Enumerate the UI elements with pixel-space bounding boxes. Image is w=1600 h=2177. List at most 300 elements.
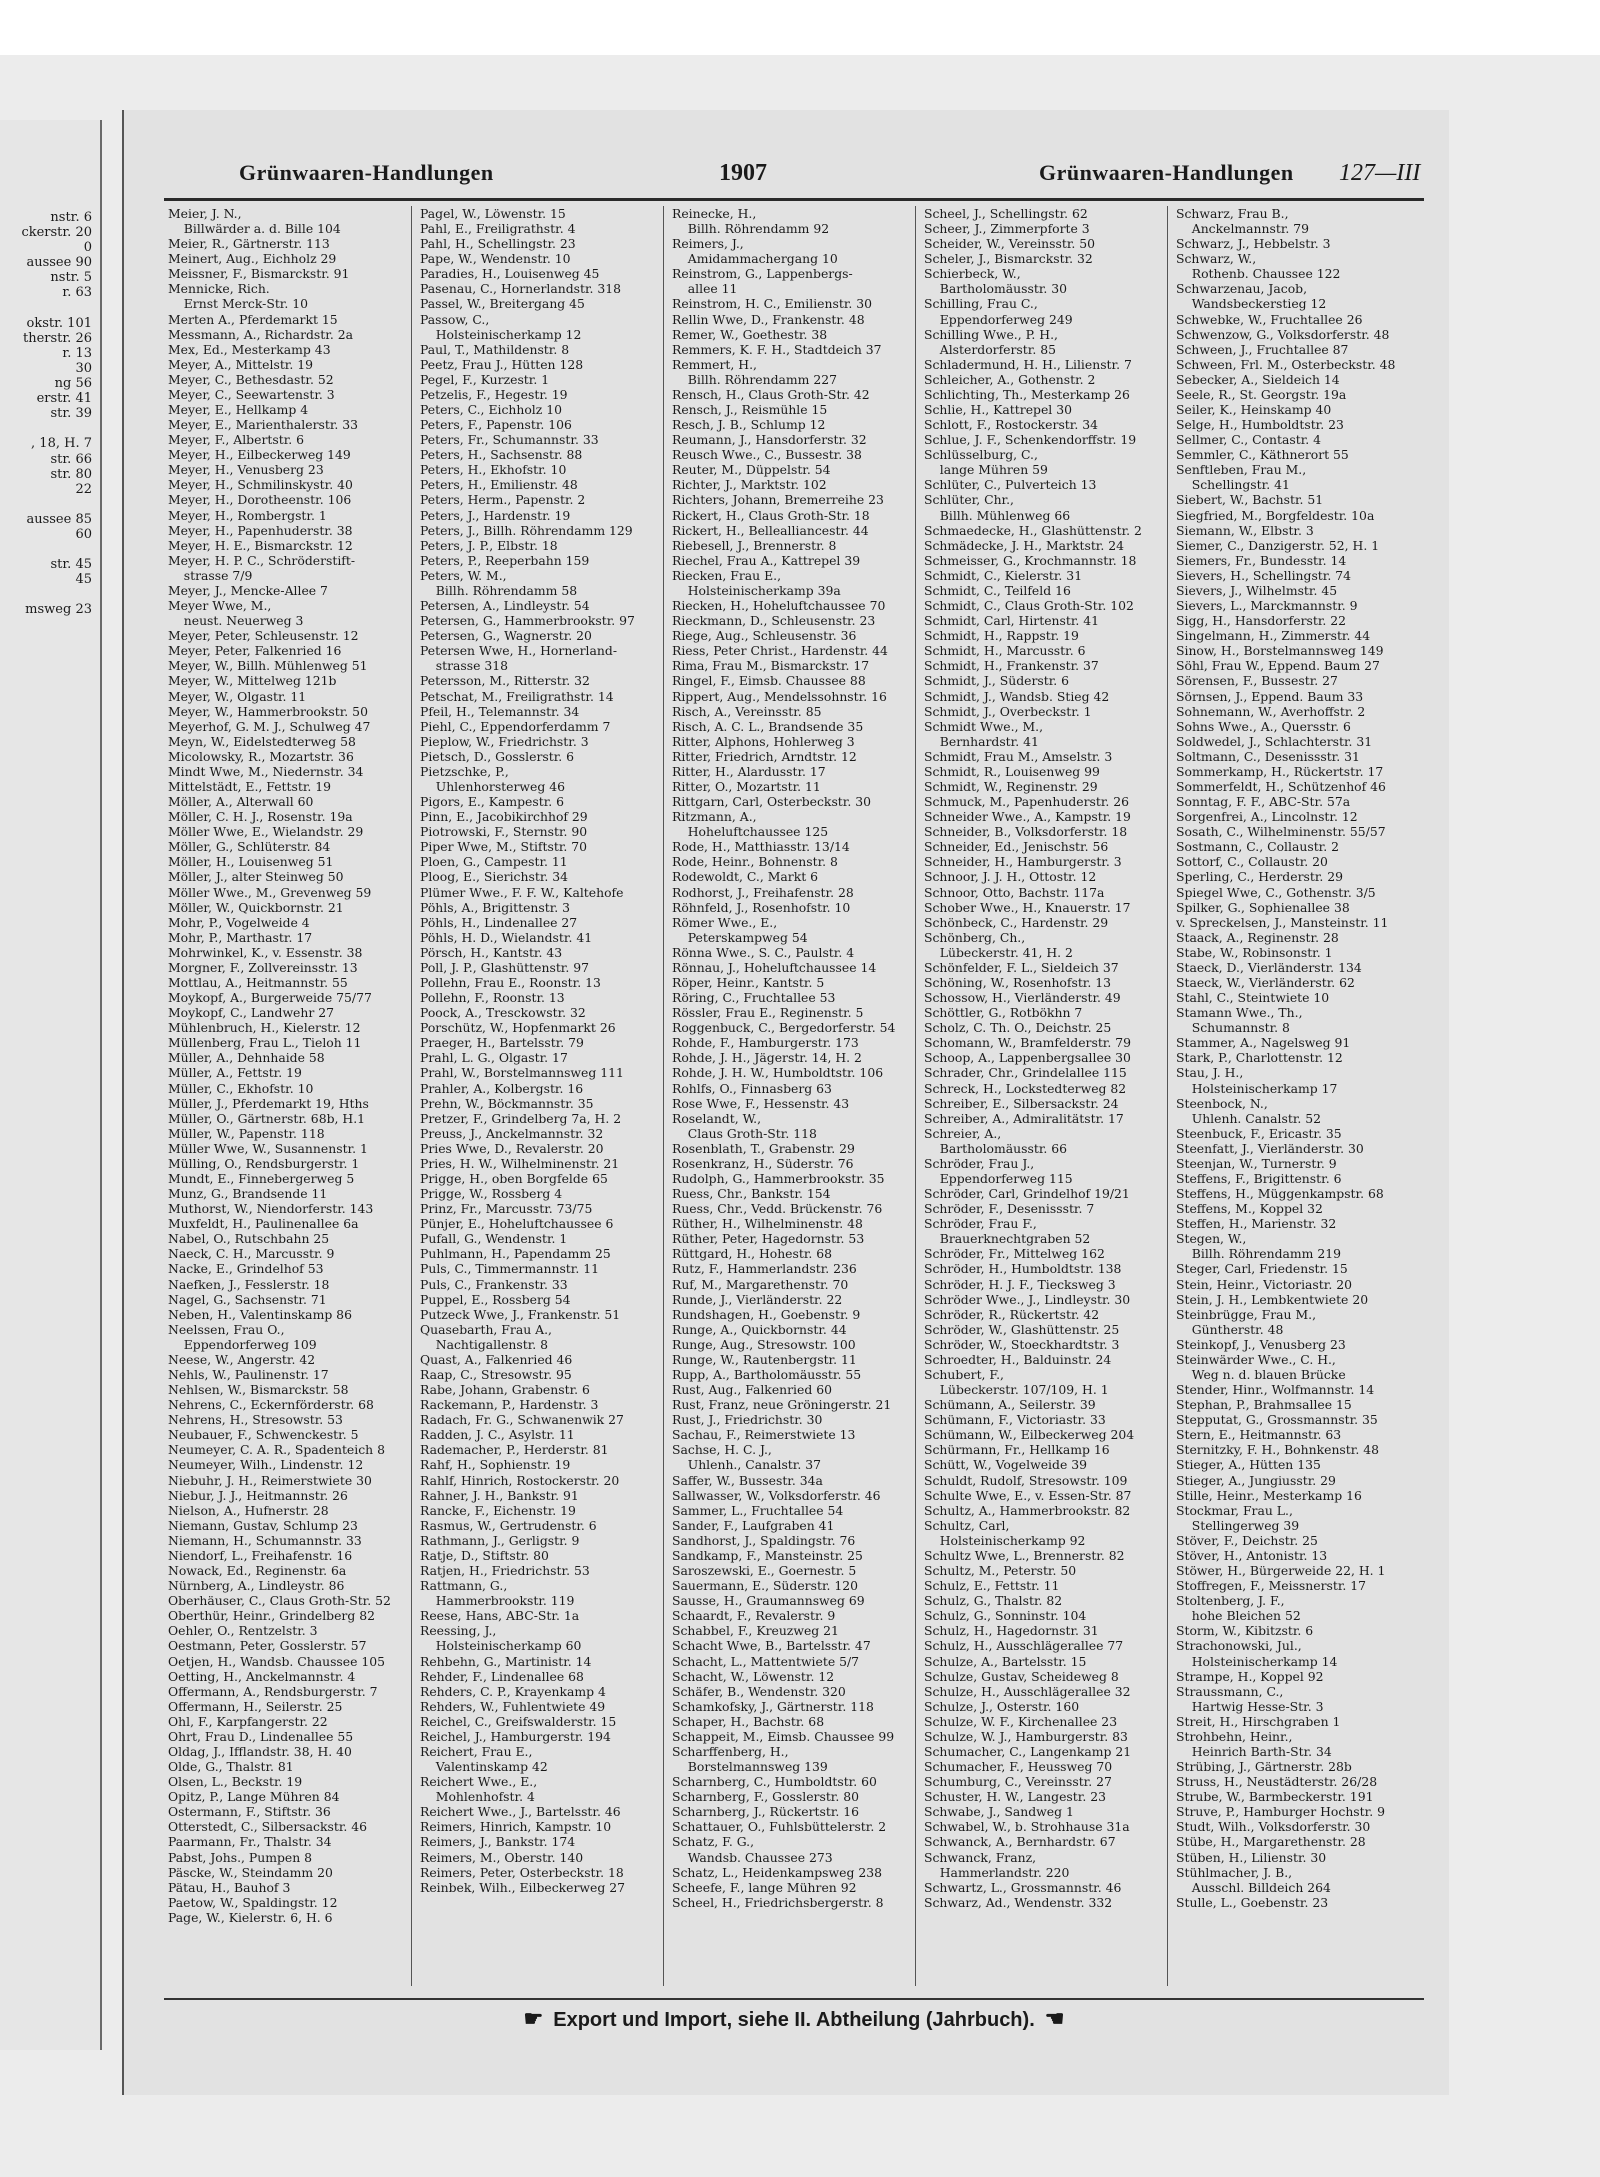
- directory-entry: Nehrens, C., Eckernförderstr. 68: [168, 1397, 374, 1413]
- directory-entry: Moykopf, C., Landwehr 27: [168, 1005, 334, 1021]
- directory-entry: Schuldt, Rudolf, Stresowstr. 109: [924, 1472, 1128, 1488]
- directory-entry: Micolowsky, R., Mozartstr. 36: [168, 748, 354, 764]
- directory-entry: Remmert, H.,: [672, 356, 757, 372]
- directory-entry: Pünjer, E., Hoheluftchaussee 6: [420, 1216, 614, 1232]
- directory-entry: Bartholomäusstr. 30: [924, 281, 1068, 297]
- directory-entry: Schumburg, C., Vereinsstr. 27: [924, 1774, 1112, 1790]
- directory-entry: Rittgarn, Carl, Osterbeckstr. 30: [672, 794, 871, 810]
- directory-entry: Reichert Wwe., J., Bartelsstr. 46: [420, 1804, 621, 1820]
- directory-entry: Päscke, W., Steindamm 20: [168, 1864, 333, 1880]
- directory-entry: Page, W., Kielerstr. 6, H. 6: [168, 1909, 333, 1925]
- header-rule: [164, 198, 1424, 201]
- directory-entry: Sachau, F., Reimerstwiete 13: [672, 1427, 856, 1443]
- directory-entry: Schmädecke, J. H., Marktstr. 24: [924, 537, 1124, 553]
- directory-entry: Schümann, A., Seilerstr. 39: [924, 1397, 1096, 1413]
- directory-entry: Billwärder a. d. Bille 104: [168, 221, 341, 237]
- directory-entry: Ritter, H., Alardusstr. 17: [672, 763, 826, 779]
- directory-entry: Schossow, H., Vierländerstr. 49: [924, 990, 1121, 1006]
- directory-entry: Meyer, J., Mencke-Allee 7: [168, 582, 328, 598]
- directory-entry: Schultz Wwe, L., Brennerstr. 82: [924, 1547, 1125, 1563]
- directory-entry: Ploog, E., Sierichstr. 34: [420, 869, 569, 885]
- directory-entry: Schlue, J. F., Schenkendorffstr. 19: [924, 432, 1137, 448]
- pointing-hand-right-icon: ☚: [1044, 2006, 1065, 2031]
- directory-entry: Nehlsen, W., Bismarckstr. 58: [168, 1382, 349, 1398]
- directory-entry: Rima, Frau M., Bismarckstr. 17: [672, 658, 870, 674]
- directory-entry: Strube, W., Barmbeckerstr. 191: [1176, 1789, 1374, 1805]
- directory-entry: Riege, Aug., Schleusenstr. 36: [672, 628, 857, 644]
- directory-entry: Porschütz, W., Hopfenmarkt 26: [420, 1020, 616, 1036]
- directory-entry: Peters, H., Ekhofstr. 10: [420, 462, 567, 478]
- directory-entry: Schmidt Wwe., M.,: [924, 718, 1044, 734]
- directory-entry: Möller, G., Schlüterstr. 84: [168, 839, 331, 855]
- directory-entry: Rackemann, P., Hardenstr. 3: [420, 1397, 599, 1413]
- directory-entry: Mohrwinkel, K., v. Essenstr. 38: [168, 944, 363, 960]
- directory-entry: Stellingerweg 39: [1176, 1517, 1300, 1533]
- directory-page: [122, 110, 1449, 2095]
- directory-entry: Ruf, M., Margarethenstr. 70: [672, 1276, 849, 1292]
- directory-entry: Pries Wwe, D., Revalerstr. 20: [420, 1140, 604, 1156]
- directory-entry: Siegfried, M., Borgfeldestr. 10a: [1176, 507, 1375, 523]
- directory-entry: Reimers, Peter, Osterbeckstr. 18: [420, 1864, 624, 1880]
- directory-entry: Paul, T., Mathildenstr. 8: [420, 341, 570, 357]
- directory-entry: Schmidt, R., Louisenweg 99: [924, 763, 1100, 779]
- directory-entry: Otterstedt, C., Silbersackstr. 46: [168, 1819, 368, 1835]
- directory-entry: Paetow, W., Spaldingstr. 12: [168, 1894, 338, 1910]
- directory-entry: Meissner, F., Bismarckstr. 91: [168, 266, 350, 282]
- directory-entry: Schacht Wwe, B., Bartelsstr. 47: [672, 1638, 871, 1654]
- directory-entry: Schröder, W., Stoeckhardtstr. 3: [924, 1336, 1120, 1352]
- directory-entry: Radden, J. C., Asylstr. 11: [420, 1427, 575, 1443]
- directory-entry: Munz, G., Brandsende 11: [168, 1186, 328, 1202]
- directory-entry: Scheel, J., Schellingstr. 62: [924, 206, 1088, 221]
- directory-entry: Stöver, F., Deichstr. 25: [1176, 1532, 1318, 1548]
- directory-entry: Meyer, H., Schmilinskystr. 40: [168, 477, 353, 493]
- directory-entry: Semmler, C., Käthnerort 55: [1176, 447, 1349, 463]
- directory-entry: Schwarz, W.,: [1176, 251, 1257, 267]
- directory-entry: Müller Wwe, W., Susannenstr. 1: [168, 1140, 368, 1156]
- directory-entry: Sommerfeldt, H., Schützenhof 46: [1176, 778, 1386, 794]
- directory-entry: Nehrens, H., Stresowstr. 53: [168, 1412, 343, 1428]
- directory-entry: Möller Wwe, E., Wielandstr. 29: [168, 824, 364, 840]
- directory-entry: Rohde, J. H. W., Humboldtstr. 106: [672, 1065, 884, 1081]
- directory-entry: Plümer Wwe., F. F. W., Kaltehofe: [420, 884, 624, 900]
- directory-entry: Möller, W., Quickbornstr. 21: [168, 899, 344, 915]
- directory-entry: Quast, A., Falkenried 46: [420, 1351, 573, 1367]
- directory-entry: Müller, W., Papenstr. 118: [168, 1125, 325, 1141]
- directory-entry: Hoheluftchaussee 125: [672, 824, 829, 840]
- directory-entry: Schladermund, H. H., Lilienstr. 7: [924, 356, 1132, 372]
- directory-entry: Reuter, M., Düppelstr. 54: [672, 462, 831, 478]
- directory-entry: Petzelis, F., Hegestr. 19: [420, 386, 568, 402]
- directory-entry: Schmidt, J., Overbeckstr. 1: [924, 703, 1092, 719]
- directory-entry: Holsteinischerkamp 17: [1176, 1080, 1338, 1096]
- directory-entry: Sebecker, A., Sieldeich 14: [1176, 371, 1340, 387]
- column-5: [1172, 206, 1420, 1986]
- directory-entry: Pöhls, A., Brigittenstr. 3: [420, 899, 571, 915]
- column-3: [668, 206, 916, 1986]
- directory-entry: Pretzer, F., Grindelberg 7a, H. 2: [420, 1110, 622, 1126]
- directory-entry: Ostermann, F., Stiftstr. 36: [168, 1804, 331, 1820]
- directory-entry: Sperling, C., Herderstr. 29: [1176, 869, 1344, 885]
- directory-entry: Niemann, Gustav, Schlump 23: [168, 1517, 358, 1533]
- directory-entry: Paarmann, Fr., Thalstr. 34: [168, 1834, 332, 1850]
- directory-entry: Sörnsen, J., Eppend. Baum 33: [1176, 688, 1364, 704]
- directory-entry: Rose Wwe, F., Hessenstr. 43: [672, 1095, 850, 1111]
- directory-entry: Strübing, J., Gärtnerstr. 28b: [1176, 1759, 1352, 1775]
- directory-entry: Eppendorferweg 249: [924, 311, 1073, 327]
- directory-entry: Schubert, F.,: [924, 1367, 1004, 1383]
- directory-entry: lange Mühren 59: [924, 462, 1048, 478]
- directory-entry: Schröder, H. J. F., Tiecksweg 3: [924, 1276, 1116, 1292]
- directory-entry: Stöwer, H., Bürgerweide 22, H. 1: [1176, 1563, 1386, 1579]
- directory-entry: Schwarz, Ad., Wendenstr. 332: [924, 1894, 1113, 1910]
- directory-entry: Sommerkamp, H., Rückertstr. 17: [1176, 763, 1384, 779]
- directory-entry: Peters, F., Papenstr. 106: [420, 417, 572, 433]
- directory-entry: Rellin Wwe, D., Frankenstr. 48: [672, 311, 865, 327]
- directory-entry: Reimers, M., Oberstr. 140: [420, 1849, 584, 1865]
- directory-entry: Schmidt, Carl, Hirtenstr. 41: [924, 613, 1100, 629]
- directory-entry: Schumannstr. 8: [1176, 1020, 1290, 1036]
- directory-entry: Schmidt, Frau M., Amselstr. 3: [924, 748, 1113, 764]
- directory-entry: Scheel, H., Friedrichsbergerstr. 8: [672, 1894, 884, 1910]
- directory-entry: Pietsch, D., Gosslerstr. 6: [420, 748, 575, 764]
- directory-entry: Rupp, A., Bartholomäusstr. 55: [672, 1367, 862, 1383]
- directory-entry: Schümann, W., Eilbeckerweg 204: [924, 1427, 1135, 1443]
- directory-entry: Oberhäuser, C., Claus Groth-Str. 52: [168, 1593, 391, 1609]
- directory-entry: Schwabe, J., Sandweg 1: [924, 1804, 1074, 1820]
- directory-entry: Scheer, J., Zimmerpforte 3: [924, 221, 1090, 237]
- directory-entry: Pollehn, F., Roonstr. 13: [420, 990, 565, 1006]
- directory-entry: Prehn, W., Böckmannstr. 35: [420, 1095, 594, 1111]
- directory-entry: Schröder, H., Humboldtstr. 138: [924, 1261, 1122, 1277]
- directory-entry: Meyer, Peter, Falkenried 16: [168, 643, 342, 659]
- directory-entry: Reinecke, H.,: [672, 206, 757, 221]
- directory-entry: Schreiber, A., Admiralitätstr. 17: [924, 1110, 1124, 1126]
- directory-entry: Rahf, H., Sophienstr. 19: [420, 1457, 571, 1473]
- directory-entry: Oberthür, Heinr., Grindelberg 82: [168, 1608, 375, 1624]
- directory-entry: Stammer, A., Nagelsweg 91: [1176, 1035, 1351, 1051]
- directory-entry: Schröder, W., Glashüttenstr. 25: [924, 1321, 1120, 1337]
- directory-entry: Reimers, J.,: [672, 236, 744, 252]
- directory-entry: Oldag, J., Ifflandstr. 38, H. 40: [168, 1743, 352, 1759]
- directory-entry: Meyer, H., Rombergstr. 1: [168, 507, 327, 523]
- directory-entry: Meyer, H., Dorotheenstr. 106: [168, 492, 352, 508]
- directory-entry: Steffens, M., Koppel 32: [1176, 1201, 1323, 1217]
- directory-entry: Stockmar, Frau L.,: [1176, 1502, 1293, 1518]
- directory-entry: Schwartz, L., Grossmannstr. 46: [924, 1879, 1122, 1895]
- directory-entry: Schnoor, J. J. H., Ottostr. 12: [924, 869, 1097, 885]
- directory-entry: Pätau, H., Bauhof 3: [168, 1879, 291, 1895]
- directory-entry: Scharnberg, C., Humboldtstr. 60: [672, 1774, 877, 1790]
- page-header: [164, 160, 1424, 200]
- directory-entry: Schween, J., Fruchtallee 87: [1176, 341, 1349, 357]
- directory-entry: Pagel, W., Löwenstr. 15: [420, 206, 566, 221]
- directory-entry: Ruess, Chr., Bankstr. 154: [672, 1186, 831, 1202]
- directory-entry: Prahl, L. G., Olgastr. 17: [420, 1050, 568, 1066]
- directory-entry: Möller, C. H. J., Rosenstr. 19a: [168, 809, 353, 825]
- directory-entry: Meyer Wwe, M.,: [168, 598, 272, 614]
- directory-entry: Scheler, J., Bismarckstr. 32: [924, 251, 1093, 267]
- directory-entry: Schatz, L., Heidenkampsweg 238: [672, 1864, 882, 1880]
- directory-entry: Radach, Fr. G., Schwanenwik 27: [420, 1412, 624, 1428]
- directory-entry: Schoop, A., Lappenbergsallee 30: [924, 1050, 1131, 1066]
- directory-entry: Röper, Heinr., Kantstr. 5: [672, 974, 825, 990]
- directory-entry: Passow, C.,: [420, 311, 490, 327]
- directory-entry: Schattauer, O., Fuhlsbüttelerstr. 2: [672, 1819, 887, 1835]
- directory-entry: Pegel, F., Kurzestr. 1: [420, 371, 550, 387]
- directory-entry: Peters, J. P., Elbstr. 18: [420, 537, 558, 553]
- directory-entry: Pufall, G., Wendenstr. 1: [420, 1231, 568, 1247]
- directory-entry: Müller, C., Ekhofstr. 10: [168, 1080, 314, 1096]
- directory-entry: Hartwig Hesse-Str. 3: [1176, 1698, 1324, 1714]
- directory-entry: Hammerbrookstr. 119: [420, 1593, 575, 1609]
- directory-entry: Poock, A., Tresckowstr. 32: [420, 1005, 586, 1021]
- directory-entry: Mundt, E., Finnebergerweg 5: [168, 1171, 355, 1186]
- directory-entry: Rundshagen, H., Goebenstr. 9: [672, 1306, 861, 1322]
- directory-entry: Muthorst, W., Niendorferstr. 143: [168, 1201, 374, 1217]
- directory-entry: Strampe, H., Koppel 92: [1176, 1668, 1324, 1684]
- directory-entry: Strachonowski, Jul.,: [1176, 1638, 1302, 1654]
- previous-page-edge: [0, 120, 102, 2050]
- directory-entry: Uhlenhorsterweg 46: [420, 778, 565, 794]
- directory-entry: Sigg, H., Hansdorferstr. 22: [1176, 613, 1347, 629]
- directory-entry: Steffens, H., Müggenkampstr. 68: [1176, 1186, 1384, 1202]
- directory-entry: Staeck, D., Vierländerstr. 134: [1176, 959, 1362, 975]
- directory-entry: Ratjen, H., Friedrichstr. 53: [420, 1563, 590, 1579]
- directory-entry: Uhlenh., Canalstr. 37: [672, 1457, 821, 1473]
- directory-entry: Schmidt, J., Süderstr. 6: [924, 673, 1070, 689]
- directory-entry: Rutz, F., Hammerlandstr. 236: [672, 1261, 857, 1277]
- directory-entry: Rickert, H., Claus Groth-Str. 18: [672, 507, 870, 523]
- directory-entry: Roggenbuck, C., Bergedorferstr. 54: [672, 1020, 896, 1036]
- directory-entry: Rancke, F., Eichenstr. 19: [420, 1502, 576, 1518]
- directory-entry: Mohr, P., Marthastr. 17: [168, 929, 313, 945]
- directory-entry: Stein, Heinr., Victoriastr. 20: [1176, 1276, 1352, 1292]
- directory-entry: Poll, J. P., Glashüttenstr. 97: [420, 959, 589, 975]
- directory-entry: Müllenberg, Frau L., Tieloh 11: [168, 1035, 362, 1051]
- directory-entry: Puls, C., Frankenstr. 33: [420, 1276, 568, 1292]
- directory-entry: Prahler, A., Kolbergstr. 16: [420, 1080, 584, 1096]
- footer-note: Export und Import, siehe II. Abtheilung (Jahrbuch).: [553, 2009, 1035, 2031]
- directory-entry: Steinkopf, J., Venusberg 23: [1176, 1336, 1346, 1352]
- directory-entry: Meyer, Peter, Schleusenstr. 12: [168, 628, 359, 644]
- directory-entry: Spilker, G., Sophienallee 38: [1176, 899, 1350, 915]
- directory-entry: Peters, C., Eichholz 10: [420, 402, 563, 418]
- directory-entry: strasse 318: [420, 658, 509, 674]
- directory-entry: Rattmann, G.,: [420, 1578, 508, 1594]
- directory-entry: Nehls, W., Paulinenstr. 17: [168, 1367, 329, 1383]
- header-right-title: Grünwaaren-Handlungen: [1039, 160, 1294, 185]
- directory-entry: Passel, W., Breitergang 45: [420, 296, 585, 312]
- directory-entry: Reinstrom, G., Lappenbergs-: [672, 266, 853, 282]
- column-1: [164, 206, 412, 1986]
- directory-entry: Scharnberg, F., Gosslerstr. 80: [672, 1789, 860, 1805]
- directory-entry: Prinz, Fr., Marcusstr. 73/75: [420, 1201, 593, 1217]
- directory-entry: Schlott, F., Rostockerstr. 34: [924, 417, 1098, 433]
- directory-entry: Sternitzky, F. H., Bohnkenstr. 48: [1176, 1442, 1379, 1458]
- directory-entry: Stark, P., Charlottenstr. 12: [1176, 1050, 1343, 1066]
- directory-entry: strasse 7/9: [168, 567, 253, 583]
- directory-entry: Sohnemann, W., Averhoffstr. 2: [1176, 703, 1366, 719]
- directory-entry: Puls, C., Timmermannstr. 11: [420, 1261, 599, 1277]
- directory-entry: Schroedter, H., Balduinstr. 24: [924, 1351, 1112, 1367]
- directory-entry: Röring, C., Fruchtallee 53: [672, 990, 836, 1006]
- directory-entry: Schürmann, Fr., Hellkamp 16: [924, 1442, 1110, 1458]
- directory-entry: Nürnberg, A., Lindleystr. 86: [168, 1578, 345, 1594]
- directory-entry: Siebert, W., Bachstr. 51: [1176, 492, 1324, 508]
- directory-entry: Reichert Wwe., E.,: [420, 1774, 538, 1790]
- directory-entry: Billh. Röhrendamm 227: [672, 371, 838, 387]
- directory-entry: Ausschl. Billdeich 264: [1176, 1879, 1331, 1895]
- directory-entry: Schulze, A., Bartelsstr. 15: [924, 1653, 1087, 1669]
- directory-entry: Schmeisser, G., Krochmannstr. 18: [924, 552, 1137, 568]
- directory-entry: Römer Wwe., E.,: [672, 914, 778, 930]
- directory-entry: Siemers, Fr., Bundesstr. 14: [1176, 552, 1347, 568]
- directory-entry: Stegen, W.,: [1176, 1231, 1247, 1247]
- directory-entry: Morgner, F., Zollvereinsstr. 13: [168, 959, 358, 975]
- directory-entry: Borstelmannsweg 139: [672, 1759, 828, 1775]
- directory-entry: Schultz, A., Hammerbrookstr. 82: [924, 1502, 1131, 1518]
- column-2: [416, 206, 664, 1986]
- directory-entry: Siemann, W., Elbstr. 3: [1176, 522, 1314, 538]
- directory-entry: Schlichting, Th., Mesterkamp 26: [924, 386, 1130, 402]
- directory-entry: Schröder, Fr., Mittelweg 162: [924, 1246, 1105, 1262]
- directory-entry: Schabbel, F., Kreuzweg 21: [672, 1623, 839, 1639]
- directory-entry: Mühlenbruch, H., Kielerstr. 12: [168, 1020, 361, 1036]
- directory-entry: Riess, Peter Christ., Hardenstr. 44: [672, 643, 888, 659]
- directory-entry: Röhnfeld, J., Rosenhofstr. 10: [672, 899, 851, 915]
- directory-entry: Sörensen, F., Bussestr. 27: [1176, 673, 1338, 689]
- directory-entry: Niendorf, L., Freihafenstr. 16: [168, 1547, 353, 1563]
- directory-entry: Piotrowski, F., Sternstr. 90: [420, 824, 588, 840]
- directory-entry: Schilling Wwe., P. H.,: [924, 326, 1058, 342]
- directory-entry: Muxfeldt, H., Paulinenallee 6a: [168, 1216, 359, 1232]
- directory-entry: Scharnberg, J., Rückertstr. 16: [672, 1804, 860, 1820]
- directory-columns: [164, 206, 1424, 1986]
- directory-entry: Rensch, H., Claus Groth-Str. 42: [672, 386, 870, 402]
- directory-entry: Stieger, A., Hütten 135: [1176, 1457, 1321, 1473]
- directory-entry: Wandsbeckerstieg 12: [1176, 296, 1327, 312]
- directory-entry: Stabe, W., Robinsonstr. 1: [1176, 944, 1333, 960]
- directory-entry: Pöhls, H. D., Wielandstr. 41: [420, 929, 593, 945]
- directory-entry: Sandkamp, F., Mansteinstr. 25: [672, 1547, 863, 1563]
- directory-entry: Rahner, J. H., Bankstr. 91: [420, 1487, 579, 1503]
- directory-entry: Sinow, H., Borstelmannsweg 149: [1176, 643, 1384, 659]
- directory-entry: Reumann, J., Hansdorferstr. 32: [672, 432, 867, 448]
- directory-entry: Sonntag, F. F., ABC-Str. 57a: [1176, 794, 1351, 810]
- directory-entry: Raap, C., Stresowstr. 95: [420, 1367, 572, 1383]
- directory-entry: Schröder, F., Desenissstr. 7: [924, 1201, 1095, 1217]
- directory-entry: Rode, H., Matthiasstr. 13/14: [672, 839, 850, 855]
- directory-entry: Seiler, K., Heinskamp 40: [1176, 402, 1332, 418]
- directory-entry: Schnoor, Otto, Bachstr. 117a: [924, 884, 1105, 900]
- directory-entry: Remer, W., Goethestr. 38: [672, 326, 828, 342]
- directory-entry: Struss, H., Neustädterstr. 26/28: [1176, 1774, 1378, 1790]
- directory-entry: Schöning, W., Rosenhofstr. 13: [924, 974, 1112, 990]
- directory-entry: Meyn, W., Eidelstedterweg 58: [168, 733, 356, 749]
- directory-entry: Pöhls, H., Lindenallee 27: [420, 914, 578, 930]
- directory-entry: Schierbeck, W.,: [924, 266, 1021, 282]
- directory-entry: Staack, A., Reginenstr. 28: [1176, 929, 1339, 945]
- directory-entry: Meyer, A., Mittelstr. 19: [168, 356, 314, 372]
- directory-entry: Schlie, H., Kattrepel 30: [924, 402, 1072, 418]
- directory-entry: Sammer, L., Fruchtallee 54: [672, 1502, 844, 1518]
- directory-entry: v. Spreckelsen, J., Mansteinstr. 11: [1176, 914, 1389, 930]
- directory-entry: Schröder, Frau J.,: [924, 1155, 1035, 1171]
- directory-entry: Oehler, O., Rentzelstr. 3: [168, 1623, 318, 1639]
- directory-entry: Neben, H., Valentinskamp 86: [168, 1306, 352, 1322]
- directory-entry: Stille, Heinr., Mesterkamp 16: [1176, 1487, 1362, 1503]
- directory-entry: Claus Groth-Str. 118: [672, 1125, 817, 1141]
- directory-entry: Sachse, H. C. J.,: [672, 1442, 772, 1458]
- directory-entry: Stoltenberg, J. F.,: [1176, 1593, 1285, 1609]
- directory-entry: Streit, H., Hirschgraben 1: [1176, 1713, 1341, 1729]
- directory-entry: Riebesell, J., Brennerstr. 8: [672, 537, 837, 553]
- directory-entry: Oetjen, H., Wandsb. Chaussee 105: [168, 1653, 386, 1669]
- directory-entry: Schumacher, C., Langenkamp 21: [924, 1743, 1132, 1759]
- directory-entry: Rosenblath, T., Grabenstr. 29: [672, 1140, 855, 1156]
- directory-entry: Neumeyer, C. A. R., Spadenteich 8: [168, 1442, 385, 1458]
- directory-entry: Rehders, C. P., Krayenkamp 4: [420, 1683, 606, 1699]
- directory-entry: Schönfelder, F. L., Sieldeich 37: [924, 959, 1119, 975]
- directory-entry: Schröder, R., Rückertstr. 42: [924, 1306, 1100, 1322]
- directory-entry: Pieplow, W., Friedrichstr. 3: [420, 733, 589, 749]
- directory-entry: Neumeyer, Wilh., Lindenstr. 12: [168, 1457, 364, 1473]
- previous-page-fragment: nstr. 6 ckerstr. 20 0 aussee 90 nstr. 5 r. 63 okstr. 101 therstr. 26 r. 13 30 ng 56 erstr. 41 str. 39 , 18, H. 7 str. 66 str. 80 22 aussee 85 60 str. 45 45 msweg 23: [21, 210, 92, 618]
- directory-entry: Ruess, Chr., Vedd. Brückenstr. 76: [672, 1201, 883, 1217]
- directory-entry: Runge, Aug., Stresowstr. 100: [672, 1336, 856, 1352]
- directory-entry: Ohrt, Frau D., Lindenallee 55: [168, 1728, 354, 1744]
- directory-entry: Amidammachergang 10: [672, 251, 838, 267]
- directory-entry: Reimers, Hinrich, Kampstr. 10: [420, 1819, 612, 1835]
- directory-entry: Naefken, J., Fesslerstr. 18: [168, 1276, 330, 1292]
- directory-entry: Senftleben, Frau M.,: [1176, 462, 1307, 478]
- directory-entry: Remmers, K. F. H., Stadtdeich 37: [672, 341, 882, 357]
- directory-entry: Bernhardstr. 41: [924, 733, 1039, 749]
- directory-entry: Stern, E., Heitmannstr. 63: [1176, 1427, 1342, 1443]
- directory-entry: Schacht, W., Löwenstr. 12: [672, 1668, 835, 1684]
- directory-entry: Schappeit, M., Eimsb. Chaussee 99: [672, 1728, 895, 1744]
- directory-entry: Schneider, H., Hamburgerstr. 3: [924, 854, 1122, 870]
- directory-entry: Soldwedel, J., Schlachterstr. 31: [1176, 733, 1373, 749]
- directory-entry: Reimers, J., Bankstr. 174: [420, 1834, 576, 1850]
- directory-entry: Staeck, W., Vierländerstr. 62: [1176, 974, 1355, 990]
- directory-entry: Steinwärder Wwe., C. H.,: [1176, 1351, 1336, 1367]
- directory-entry: Soltmann, C., Desenissstr. 31: [1176, 748, 1360, 764]
- directory-entry: Niebur, J. J., Heitmannstr. 26: [168, 1487, 348, 1503]
- directory-entry: Olde, G., Thalstr. 81: [168, 1759, 294, 1775]
- directory-entry: Rudolph, G., Hammerbrookstr. 35: [672, 1171, 885, 1186]
- directory-entry: Schröder Wwe., J., Lindleystr. 30: [924, 1291, 1131, 1307]
- directory-entry: Riechel, Frau A., Kattrepel 39: [672, 552, 861, 568]
- directory-entry: Stühlmacher, J. B.,: [1176, 1864, 1293, 1880]
- directory-entry: Peters, H., Sachsenstr. 88: [420, 447, 583, 463]
- directory-entry: Peetz, Frau J., Hütten 128: [420, 356, 584, 372]
- directory-entry: Stahl, C., Steintwiete 10: [1176, 990, 1330, 1006]
- directory-entry: Sauermann, E., Süderstr. 120: [672, 1578, 859, 1594]
- directory-entry: Studt, Wilh., Volksdorferstr. 30: [1176, 1819, 1371, 1835]
- directory-entry: Pigors, E., Kampestr. 6: [420, 794, 565, 810]
- directory-entry: Sausse, H., Graumannsweg 69: [672, 1593, 865, 1609]
- directory-entry: Schulze, W. F., Kirchenallee 23: [924, 1713, 1118, 1729]
- directory-entry: Schöttler, G., Rotbökhn 7: [924, 1005, 1083, 1021]
- directory-entry: Reinstrom, H. C., Emilienstr. 30: [672, 296, 873, 312]
- directory-entry: Schulte Wwe, E., v. Essen-Str. 87: [924, 1487, 1132, 1503]
- directory-entry: Runde, J., Vierländerstr. 22: [672, 1291, 843, 1307]
- directory-entry: Meier, R., Gärtnerstr. 113: [168, 236, 330, 252]
- directory-entry: Schmidt, C., Kielerstr. 31: [924, 567, 1083, 583]
- directory-entry: Risch, A. C. L., Brandsende 35: [672, 718, 864, 734]
